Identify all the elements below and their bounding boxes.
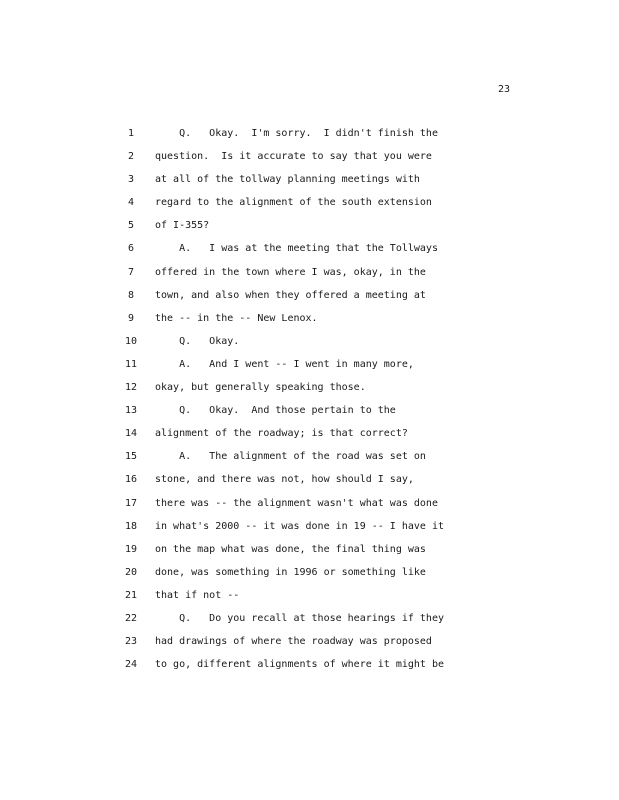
line-text: in what's 2000 -- it was done in 19 -- I have it: [155, 520, 444, 532]
line-text: Q. Okay. And those pertain to the: [155, 405, 396, 417]
line-number: 21: [124, 589, 138, 601]
line-number: 13: [124, 405, 138, 417]
line-number: 4: [127, 197, 135, 209]
line-number: 2: [127, 151, 135, 163]
line-number: 11: [124, 358, 138, 370]
line-number: 23: [124, 636, 138, 648]
line-text: the -- in the -- New Lenox.: [155, 312, 318, 324]
transcript-line: [0, 197, 619, 220]
line-text: on the map what was done, the final thing was: [155, 543, 426, 555]
line-text: Q. Okay. I'm sorry. I didn't finish the: [155, 128, 438, 139]
line-number: 14: [124, 428, 138, 440]
transcript-line: [0, 567, 619, 590]
line-number: 17: [124, 497, 138, 509]
transcript-line: [0, 220, 619, 243]
line-number: 18: [124, 520, 138, 532]
line-text: regard to the alignment of the south extension: [155, 197, 432, 209]
line-text: okay, but generally speaking those.: [155, 382, 366, 394]
transcript-line: [0, 405, 619, 428]
transcript-line: [0, 474, 619, 497]
line-text: to go, different alignments of where it might be: [155, 659, 444, 671]
transcript-line: [0, 243, 619, 266]
transcript-line: [0, 290, 619, 313]
line-text: there was -- the alignment wasn't what was done: [155, 497, 438, 509]
line-number: 15: [124, 451, 138, 463]
line-text: done, was something in 1996 or something like: [155, 566, 426, 578]
line-number: 6: [127, 243, 135, 255]
transcript-line: [0, 451, 619, 474]
line-number: 5: [127, 220, 135, 232]
line-text: of I-355?: [155, 220, 210, 232]
line-number: 7: [127, 266, 135, 278]
line-text: town, and also when they offered a meeting at: [155, 289, 426, 301]
line-text: Q. Do you recall at those hearings if they: [155, 612, 444, 624]
transcript-body: [0, 128, 619, 682]
line-text: A. And I went -- I went in many more,: [155, 358, 414, 370]
transcript-line: [0, 313, 619, 336]
transcript-line: [0, 174, 619, 197]
transcript-line: [0, 498, 619, 521]
line-number: 9: [127, 312, 135, 324]
line-text: had drawings of where the roadway was proposed: [155, 636, 432, 648]
line-text: Q. Okay.: [155, 335, 240, 347]
line-text: A. I was at the meeting that the Tollways: [155, 243, 438, 255]
line-number: 24: [124, 659, 138, 671]
transcript-line: [0, 590, 619, 613]
line-number: 12: [124, 382, 138, 394]
line-text: that if not --: [155, 589, 240, 601]
transcript-line: [0, 359, 619, 382]
line-text: question. Is it accurate to say that you were: [155, 151, 432, 163]
transcript-line: [0, 544, 619, 567]
transcript-line: [0, 428, 619, 451]
transcript-line: [0, 336, 619, 359]
line-text: stone, and there was not, how should I say,: [155, 474, 414, 486]
line-number: 1: [127, 128, 135, 139]
page-number: 23: [498, 84, 511, 95]
line-text: at all of the tollway planning meetings with: [155, 174, 420, 186]
line-text: offered in the town where I was, okay, in the: [155, 266, 426, 278]
transcript-line: [0, 382, 619, 405]
line-text: alignment of the roadway; is that correct?: [155, 428, 408, 440]
line-number: 10: [124, 335, 138, 347]
transcript-line: [0, 151, 619, 174]
line-number: 16: [124, 474, 138, 486]
transcript-line: [0, 128, 619, 151]
transcript-line: [0, 636, 619, 659]
transcript-line: [0, 521, 619, 544]
transcript-line: [0, 267, 619, 290]
transcript-line: [0, 659, 619, 682]
line-number: 3: [127, 174, 135, 186]
line-number: 19: [124, 543, 138, 555]
line-number: 22: [124, 612, 138, 624]
transcript-line: [0, 613, 619, 636]
line-text: A. The alignment of the road was set on: [155, 451, 426, 463]
line-number: 8: [127, 289, 135, 301]
line-number: 20: [124, 566, 138, 578]
